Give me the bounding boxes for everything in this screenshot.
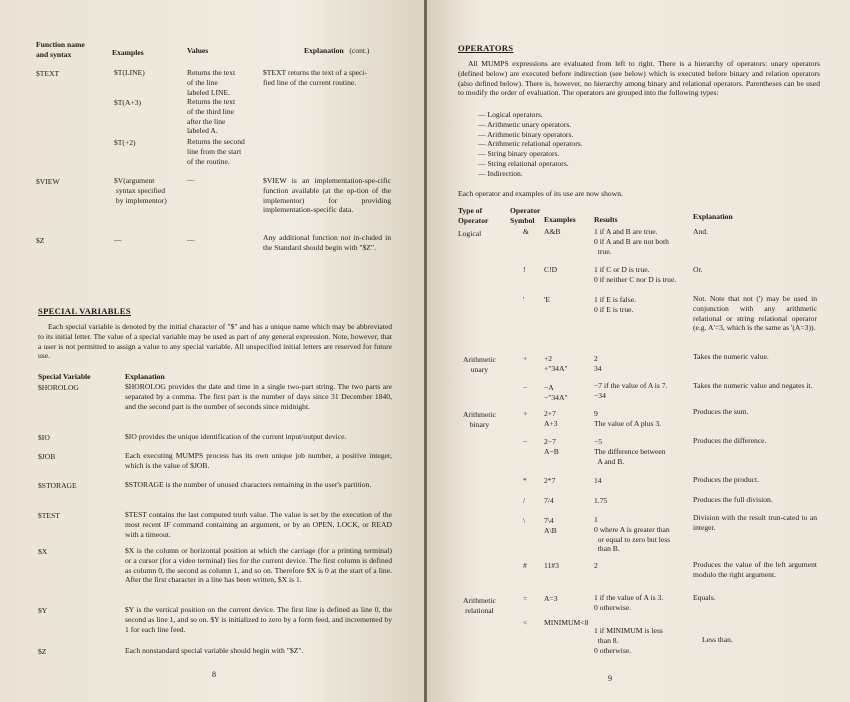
- operator-example: 7\4 A\B: [544, 516, 557, 535]
- operator-explanation: Produces the product.: [693, 475, 760, 484]
- operator-example: 2−7 A−B: [544, 437, 559, 456]
- special-variable-name: $JOB: [38, 452, 56, 461]
- special-variable-text: Each nonstandard special variable should begin with "$Z".: [125, 646, 304, 655]
- special-variable-text: Each executing MUMPS process has its own unique job number, a positive integer, which is the value of $JOB.: [125, 451, 392, 470]
- operator-example: 'E: [544, 295, 551, 304]
- special-variable-text: $X is the column or horizontal position at which the carriage (for a printing terminal) or a cursor (for a video terminal) lies for the current device. The first column is defined as column 0, the second as column 1, and so on. Therefore $X is 0 at the start of a line. After the first character in a line has been written, $X is 1.: [125, 546, 392, 585]
- special-variable-name: $IO: [38, 433, 50, 442]
- col-header-explanation: Explanation: [693, 212, 733, 221]
- special-variable-name: $STORAGE: [38, 481, 77, 490]
- operator-result: −5 The difference between A and B.: [594, 437, 666, 466]
- operator-explanation: Takes the numeric value and negates it.: [693, 381, 813, 390]
- operator-symbol: *: [523, 476, 527, 485]
- col-header-sv-explanation: Explanation: [125, 372, 165, 381]
- function-example: $V(argument syntax specified by implementor): [114, 176, 167, 205]
- right-page: [427, 0, 850, 702]
- operator-example: 7/4: [544, 496, 554, 505]
- col-header-function: Function name and syntax: [36, 40, 85, 59]
- operator-symbol: =: [523, 594, 528, 603]
- page-number: 9: [608, 674, 612, 683]
- operator-example: −A −"34A": [544, 383, 568, 402]
- function-name: $Z: [36, 236, 45, 245]
- operator-result: 1 if E is false. 0 if E is true.: [594, 295, 636, 314]
- list-item: — String relational operators.: [478, 158, 569, 168]
- operator-result: 2: [594, 561, 598, 570]
- operator-result: 1 if A and B are true. 0 if A and B are not both true.: [594, 227, 669, 256]
- operator-explanation: Equals.: [693, 593, 716, 602]
- function-explanation: $TEXT returns the text of a speci- fied line of the current routine.: [263, 68, 368, 87]
- col-header-examples: Examples: [544, 215, 576, 224]
- operator-example: 11#3: [544, 561, 559, 570]
- operator-result: 1 if the value of A is 3. 0 otherwise.: [594, 593, 664, 612]
- function-value: Returns the text of the line labeled LINE.: [187, 68, 236, 97]
- operator-result: 9 The value of A plus 3.: [594, 409, 662, 428]
- list-item: — Arithmetic binary operators.: [478, 129, 574, 139]
- list-item: — Indirection.: [478, 168, 523, 178]
- operator-type: Arithmetic relational: [463, 596, 496, 615]
- operator-symbol: −: [523, 437, 528, 446]
- col-header-explanation: Explanation (cont.): [304, 46, 370, 55]
- operators-heading: OPERATORS: [458, 43, 514, 53]
- operator-result: 1 if MINIMUM is less than 8. 0 otherwise.: [594, 626, 663, 655]
- function-value: Returns the second line from the start of the routine.: [187, 137, 245, 166]
- function-explanation: $VIEW is an implementation-spe-cific function available (at the op-tion of the implementor) for providing implementation-specific data.: [263, 176, 391, 215]
- operator-result: 1 if C or D is true. 0 if neither C nor D is true.: [594, 265, 677, 284]
- operators-after-text: Each operator and examples of its use are now shown.: [458, 189, 623, 198]
- operator-symbol: +: [523, 354, 528, 363]
- special-variables-heading: SPECIAL VARIABLES: [38, 306, 131, 316]
- operator-explanation: And.: [693, 227, 708, 236]
- operator-explanation: Takes the numeric value.: [693, 352, 769, 361]
- operator-result: 2 34: [594, 354, 602, 373]
- operator-result: −7 if the value of A is 7. −34: [594, 381, 668, 400]
- function-name: $TEXT: [36, 69, 60, 78]
- operator-symbol: &: [523, 227, 529, 236]
- operator-explanation: Or.: [693, 265, 703, 274]
- function-explanation: Any additional function not in-cluded in the Standard should begin with "$Z".: [263, 233, 391, 252]
- function-value: —: [187, 175, 195, 184]
- operator-symbol: −: [523, 383, 528, 392]
- col-header-examples: Examples: [112, 48, 144, 57]
- function-example: —: [114, 235, 122, 244]
- operator-example: A=3: [544, 594, 558, 603]
- special-variable-text: $HOROLOG provides the date and time in a single two-part string. The two parts are separated by a comma. The first part is the number of days since 31 December 1840, and the second part is the number of seconds since midnight.: [125, 382, 392, 411]
- special-variable-name: $X: [38, 547, 48, 556]
- list-item: — String binary operators.: [478, 149, 560, 159]
- operator-symbol: ': [523, 295, 525, 304]
- function-example: $T(LINE): [114, 68, 145, 77]
- operator-explanation: Produces the value of the left argument modulo the right argument.: [693, 560, 817, 579]
- operator-symbol: <: [523, 618, 528, 627]
- operator-symbol: +: [523, 409, 528, 418]
- operator-explanation: Produces the sum.: [693, 407, 749, 416]
- operator-type-list: [478, 110, 583, 179]
- function-example: $T(+2): [114, 138, 136, 147]
- operator-example: 2+7 A+3: [544, 409, 558, 428]
- operators-intro: All MUMPS expressions are evaluated from left to right. There is a hierarchy of operators: unary operators (defined below) are executed before indirection (see below) which is executed before binary and relation operators (also defined below). There is, however, no hierarchy among binary and relational operators. Parentheses can be used to modify the order of evaluation. The operators are grouped into the following types:: [458, 59, 820, 98]
- operator-example: +2 +"34A": [544, 354, 568, 373]
- col-header-results: Results: [594, 215, 618, 224]
- operator-symbol: #: [523, 561, 527, 570]
- special-variable-text: $STORAGE is the number of unused characters remaining in the user's partition.: [125, 480, 372, 489]
- function-name: $VIEW: [36, 177, 60, 186]
- operator-type: Arithmetic unary: [463, 355, 496, 374]
- special-variables-intro: Each special variable is denoted by the initial character of "$" and has a unique name which may be abbreviated to its initial letter. The value of a special variable may be used as part of any general expression. Note, however, that a user is not permitted to assign a value to any special variable. All unspecified initial letters are reserved for future use.: [38, 322, 392, 361]
- operator-symbol: /: [523, 496, 526, 505]
- col-header-symbol: Operator Symbol: [510, 206, 541, 225]
- operator-explanation: Division with the result trun-cated to an integer.: [693, 513, 817, 532]
- operator-symbol: !: [523, 265, 526, 274]
- operator-example: MINIMUM<8: [544, 618, 589, 627]
- special-variable-name: $HOROLOG: [38, 383, 79, 392]
- function-value: Returns the text of the third line after the line labeled A.: [187, 97, 236, 136]
- operator-result: 14: [594, 476, 602, 485]
- function-example: $T(A+3): [114, 98, 142, 107]
- col-header-type: Type of Operator: [458, 206, 489, 225]
- operator-explanation: Produces the difference.: [693, 436, 767, 445]
- col-header-special-variable: Special Variable: [38, 372, 91, 381]
- list-item: — Logical operators.: [478, 110, 543, 119]
- operator-explanation: Produces the full division.: [693, 495, 773, 504]
- special-variable-text: $TEST contains the last computed truth value. The value is set by the execution of the most recent IF command containing an argument, or by an OPEN, LOCK, or READ with a timeout.: [125, 510, 392, 539]
- operator-symbol: \: [523, 516, 526, 525]
- special-variable-name: $TEST: [38, 511, 60, 520]
- operator-example: C!D: [544, 265, 558, 274]
- special-variable-text: $IO provides the unique identification of the current input/output device.: [125, 432, 347, 441]
- operator-type: Logical: [458, 229, 482, 238]
- list-item: — Arithmetic relational operators.: [478, 139, 583, 149]
- function-value: —: [187, 235, 195, 244]
- operator-result: 1.75: [594, 496, 608, 505]
- operator-explanation: Not. Note that not (') may be used in conjunction with any arithmetic relational or string relational operator (e.g. A'=3, which is the same as '(A=3)).: [693, 294, 817, 333]
- special-variable-name: $Y: [38, 606, 48, 615]
- page-number: 8: [212, 670, 216, 679]
- operator-explanation: Less than.: [702, 635, 733, 644]
- col-header-values: Values: [187, 46, 209, 55]
- list-item: — Arithmetic unary operators.: [478, 119, 572, 129]
- operator-result: 1 0 where A is greater than or equal to zero but less than B.: [594, 515, 671, 554]
- operator-type: Arithmetic binary: [463, 410, 496, 429]
- special-variable-name: $Z: [38, 647, 47, 656]
- operator-example: A&B: [544, 227, 561, 236]
- special-variable-text: $Y is the vertical position on the current device. The first line is defined as line 0, the second as line 1, and so on. $Y is initialized to zero by a form feed, and incremented by 1 for each line feed.: [125, 605, 392, 634]
- operator-example: 2*7: [544, 476, 556, 485]
